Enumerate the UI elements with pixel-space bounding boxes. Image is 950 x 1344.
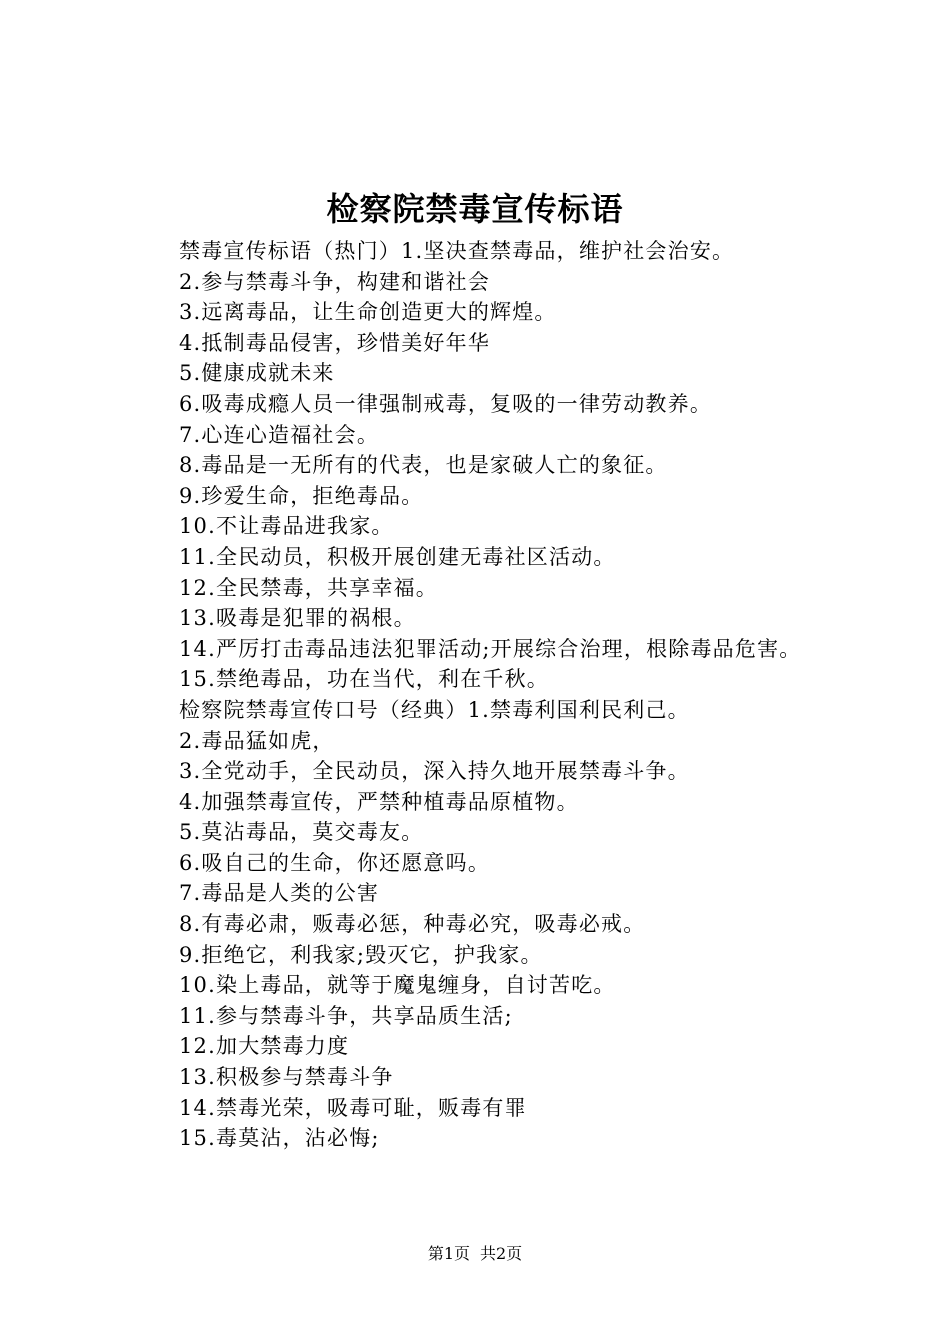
text-line: 15.毒莫沾，沾必悔; (179, 1126, 380, 1151)
text-line: 10.不让毒品进我家。 (179, 514, 394, 539)
text-line: 9.珍爱生命，拒绝毒品。 (179, 483, 424, 508)
text-line: 3.远离毒品，让生命创造更大的辉煌。 (179, 300, 557, 325)
text-line: 4.抵制毒品侵害，珍惜美好年华 (179, 330, 491, 355)
document-title: 检察院禁毒宣传标语 (326, 190, 624, 228)
text-line: 5.莫沾毒品，莫交毒友。 (179, 820, 424, 845)
text-line: 11.参与禁毒斗争，共享品质生活; (179, 1003, 513, 1028)
text-line: 9.拒绝它，利我家;毁灭它，护我家。 (179, 942, 543, 967)
text-line: 3.全党动手，全民动员，深入持久地开展禁毒斗争。 (179, 759, 690, 784)
text-line: 11.全民动员，积极开展创建无毒社区活动。 (179, 544, 616, 569)
text-line: 13.吸毒是犯罪的祸根。 (179, 606, 416, 631)
text-line: 12.加大禁毒力度 (179, 1034, 350, 1059)
text-line: 2.参与禁毒斗争，构建和谐社会 (179, 269, 491, 294)
text-line: 7.心连心造福社会。 (179, 422, 380, 447)
text-line: 7.毒品是人类的公害 (179, 881, 380, 906)
text-line: 14.严厉打击毒品违法犯罪活动;开展综合治理，根除毒品危害。 (179, 636, 802, 661)
text-line: 4.加强禁毒宣传，严禁种植毒品原植物。 (179, 789, 579, 814)
text-line: 5.健康成就未来 (179, 361, 335, 386)
text-line: 2.毒品猛如虎， (179, 728, 335, 753)
text-line: 8.毒品是一无所有的代表，也是家破人亡的象征。 (179, 453, 668, 478)
text-line: 12.全民禁毒，共享幸福。 (179, 575, 438, 600)
page-footer (0, 1244, 950, 1264)
text-line: 10.染上毒品，就等于魔鬼缠身，自讨苦吃。 (179, 973, 616, 998)
text-line: 6.吸毒成瘾人员一律强制戒毒，复吸的一律劳动教养。 (179, 391, 713, 416)
text-line: 6.吸自己的生命，你还愿意吗。 (179, 850, 491, 875)
text-line: 15.禁绝毒品，功在当代，利在千秋。 (179, 667, 549, 692)
text-line: 禁毒宣传标语（热门）1.坚决查禁毒品，维护社会治安。 (179, 239, 735, 263)
page-total: 共2页 (480, 1244, 523, 1263)
text-line: 检察院禁毒宣传口号（经典）1.禁毒利国利民利己。 (179, 697, 690, 722)
text-line: 14.禁毒光荣，吸毒可耻，贩毒有罪 (179, 1095, 527, 1120)
text-line: 13.积极参与禁毒斗争 (179, 1065, 394, 1090)
page-number: 第1页 (427, 1244, 470, 1263)
text-line: 8.有毒必肃，贩毒必惩，种毒必究，吸毒必戒。 (179, 912, 646, 937)
document-body (129, 236, 834, 1154)
